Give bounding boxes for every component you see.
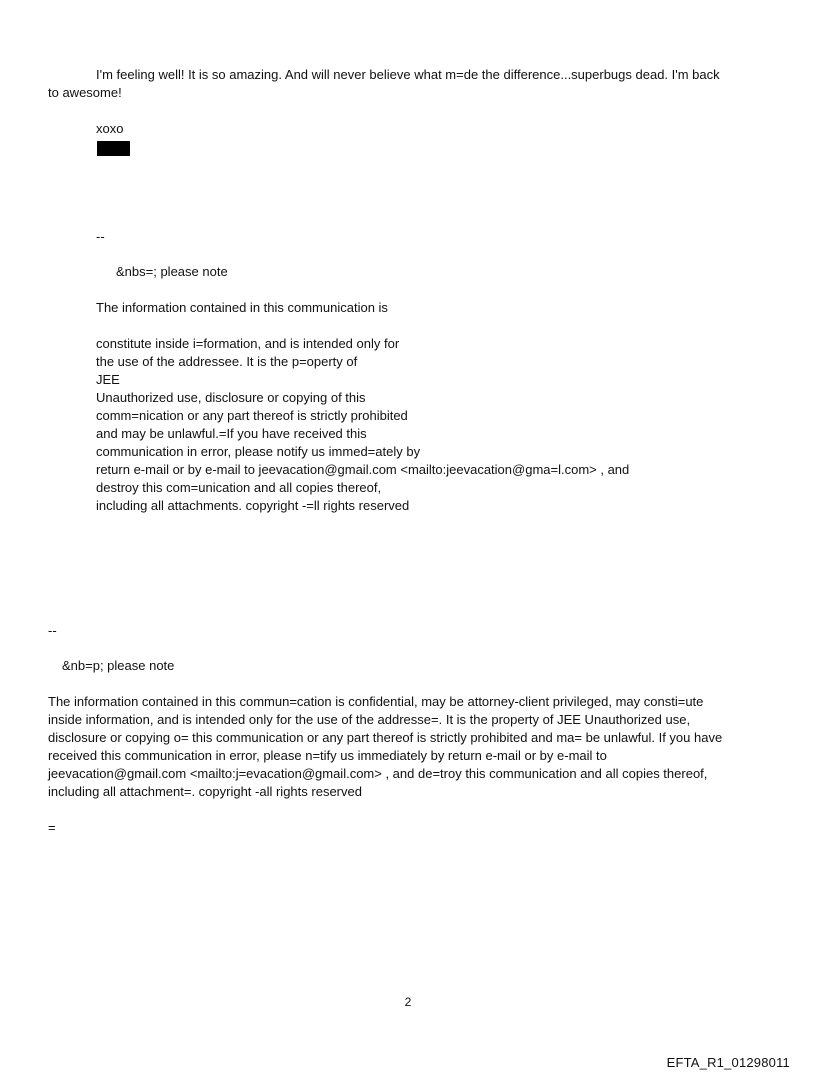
footer-line: received this communication in error, please n=tify us immediately by return e-mail or by e-mail to <box>48 748 607 763</box>
opening-line-1: I'm feeling well! It is so amazing. And will never believe what m=de the difference...superbugs dead. I'm back <box>96 67 720 82</box>
quoted-line: and may be unlawful.=If you have received this <box>96 426 367 441</box>
footer-line: inside information, and is intended only for the use of the addresse=. It is the property of JEE Unauthorized use, <box>48 712 691 727</box>
signoff: xoxo <box>96 121 124 136</box>
quoted-line: including all attachments. copyright -=ll rights reserved <box>96 498 410 513</box>
footer-line: disclosure or copying o= this communication or any part thereof is strictly prohibited and ma= be unlawful. If you have <box>48 730 723 745</box>
footer-please-note: &nb=p; please note <box>62 658 175 673</box>
footer-line: jeevacation@gmail.com <mailto:j=evacation@gmail.com> , and de=troy this communication and all copies thereof, <box>48 766 708 781</box>
quoted-intro: The information contained in this communication is <box>96 300 388 315</box>
page-number: 2 <box>404 995 412 1009</box>
quoted-separator: -- <box>96 229 105 244</box>
quoted-please-note: &nbs=; please note <box>116 264 228 279</box>
redaction-box <box>97 141 130 156</box>
quoted-line: return e-mail or by e-mail to jeevacation@gmail.com <mailto:jeevacation@gma=l.com> , and <box>96 462 630 477</box>
quoted-line: communication in error, please notify us immed=ately by <box>96 444 421 459</box>
quoted-line: destroy this com=unication and all copies thereof, <box>96 480 382 495</box>
quoted-line: the use of the addressee. It is the p=operty of <box>96 354 358 369</box>
footer-separator: -- <box>48 623 57 638</box>
quoted-line: constitute inside i=formation, and is intended only for <box>96 336 400 351</box>
footer-line: The information contained in this commun=cation is confidential, may be attorney-client privileged, may consti=ute <box>48 694 704 709</box>
quoted-line: Unauthorized use, disclosure or copying of this <box>96 390 366 405</box>
opening-line-2: to awesome! <box>48 85 122 100</box>
document-id: EFTA_R1_01298011 <box>666 1055 790 1070</box>
quoted-line: comm=nication or any part thereof is strictly prohibited <box>96 408 408 423</box>
footer-trailing: = <box>48 820 56 835</box>
quoted-line: JEE <box>96 372 120 387</box>
footer-line: including all attachment=. copyright -all rights reserved <box>48 784 362 799</box>
